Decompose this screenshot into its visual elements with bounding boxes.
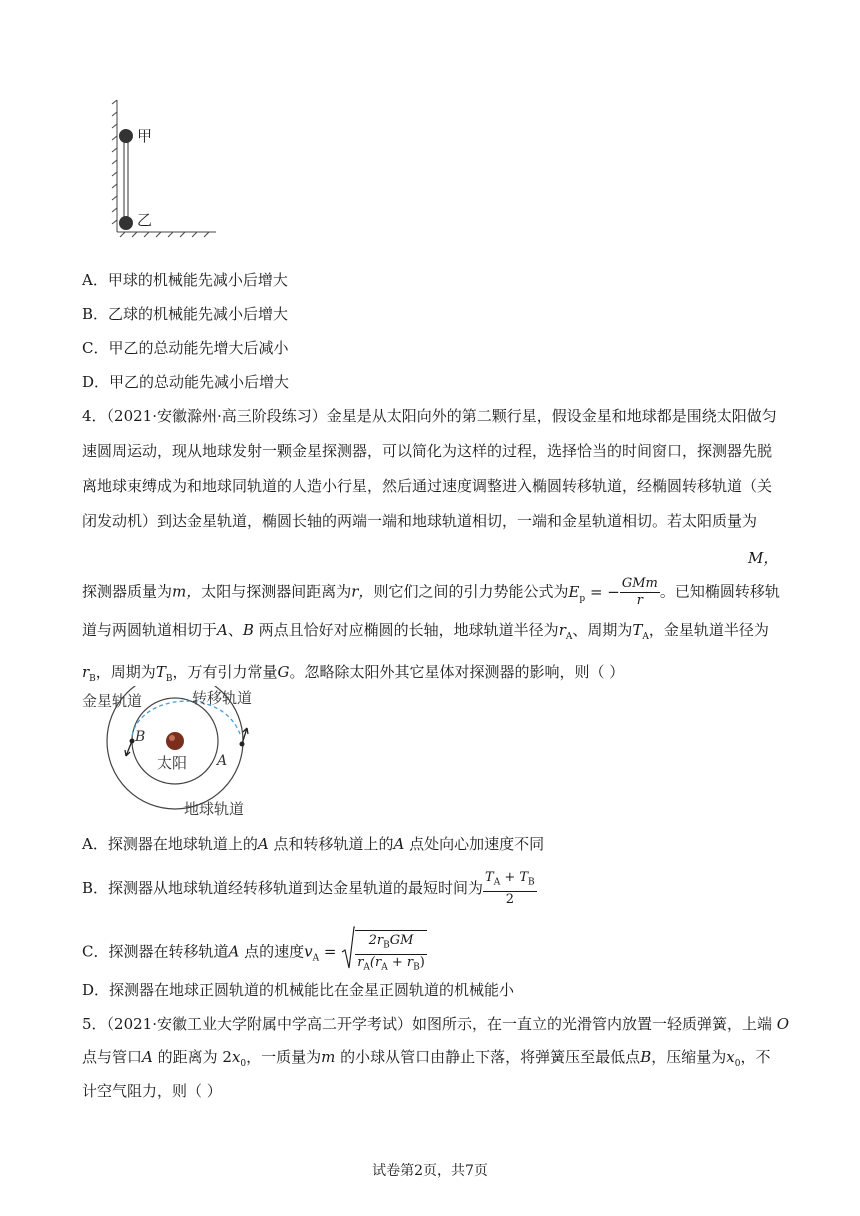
q4-line7: $r_B$，周期为$T_B$，万有引力常量G。忽略除太阳外其它星体对探测器的影响，则（ ） <box>82 663 625 684</box>
ep-formula: $E_p$ = − $\frac{\text{GMm}}{r}$ <box>568 576 658 608</box>
q3-option-b: B．乙球的机械能先减小后增大 <box>82 305 289 323</box>
q4-line6: 道与两圆轨道相切于A、B 两点且恰好对应椭圆的长轴，地球轨道半径为$r_A$、周期为$T_A$，金星轨道半径为 <box>82 621 769 642</box>
q3-option-d: D．甲乙的总动能先减小后增大 <box>82 373 290 391</box>
wall-hatch <box>112 100 117 232</box>
q4-line5: 探测器质量为m，太阳与探测器间距离为r，则它们之间的引力势能公式为$E_p$ = − $\frac{\text{GMm}}{r}$ 。已知椭圆转移轨 <box>82 576 780 608</box>
floor-hatch <box>117 232 216 237</box>
q3-option-a: A．甲球的机械能先减小后增大 <box>82 271 288 289</box>
q4-line3: 离地球束缚成为和地球同轨道的人造小行星，然后通过速度调整进入椭圆转移轨道，经椭圆转移轨道（关 <box>82 477 773 495</box>
label-sun: 太阳 <box>157 754 188 772</box>
q5-line2: 点与管口A 的距离为 $2x_0$，一质量为m 的小球从管口由静止下落，将弹簧压至最低点B，压缩量为$x_0$，不 <box>82 1048 771 1069</box>
q4-line1: 4．（2021·安徽滁州·高三阶段练习）金星是从太阳向外的第二颗行星，假设金星和地球都是围绕太阳做匀 <box>82 407 777 425</box>
label-venus-orbit: 金星轨道 <box>82 692 143 710</box>
label-b: B <box>135 729 146 745</box>
q4-option-b: B．探测器从地球轨道经转移轨道到达金星轨道的最短时间为 $\frac{T_A + T_B}{2}$ <box>82 870 535 907</box>
label-earth-orbit: 地球轨道 <box>184 800 245 818</box>
rod <box>124 136 128 224</box>
q3-option-c: C．甲乙的总动能先增大后减小 <box>82 339 289 357</box>
sqrt-formula: $\frac{2r_BGM}{r_A(r_A + r_B)}$ <box>341 930 427 975</box>
ball-jia <box>119 129 133 143</box>
label-jia: 甲 <box>137 127 153 145</box>
q4-option-a: A．探测器在地球轨道上的A 点和转移轨道上的A 点处向心加速度不同 <box>82 835 545 853</box>
q4-line4: 闭发动机）到达金星轨道，椭圆长轴的两端一端和地球轨道相切，一端和金星轨道相切。若太阳质量为 <box>82 512 758 530</box>
ball-yi <box>119 216 133 230</box>
figure-orbits <box>82 686 272 818</box>
q5-source: （2021·安徽工业大学附属中学高二开学考试） <box>106 1015 412 1033</box>
sun <box>166 732 184 750</box>
q4-option-c: C．探测器在转移轨道A 点的速度$v_A$ = $\frac{2r_BGM}{r_A(r_A + r_B)}$ <box>82 930 427 975</box>
q4-option-d: D．探测器在地球正圆轨道的机械能比在金星正圆轨道的机械能小 <box>82 981 515 999</box>
label-a: A <box>217 753 228 769</box>
q4-line2: 速圆周运动，现从地球发射一颗金星探测器，可以简化为这样的过程，选择恰当的时间窗口，探测器先脱 <box>82 442 773 460</box>
q5-line3: 计空气阻力，则（ ） <box>82 1082 222 1100</box>
q5-number: 5． <box>82 1015 107 1033</box>
q5-line1: 5．（2021·安徽工业大学附属中学高二开学考试）如图所示，在一直立的光滑管内放置一轻质弹簧，上端 O <box>82 1015 790 1033</box>
label-transfer-orbit: 转移轨道 <box>192 689 253 707</box>
q4-line4-var: M， <box>748 549 779 567</box>
figure-balls <box>100 96 220 246</box>
label-yi: 乙 <box>137 211 153 229</box>
arrow-b-icon <box>125 741 132 756</box>
fraction-ta-tb: $\frac{T_A + T_B}{2}$ <box>485 870 535 907</box>
sqrt-sign-icon <box>341 926 355 970</box>
q4-number: 4． <box>82 407 107 425</box>
page-footer: 试卷第2页，共7页 <box>372 1163 488 1179</box>
q4-source: （2021·安徽滁州·高三阶段练习） <box>106 407 327 425</box>
